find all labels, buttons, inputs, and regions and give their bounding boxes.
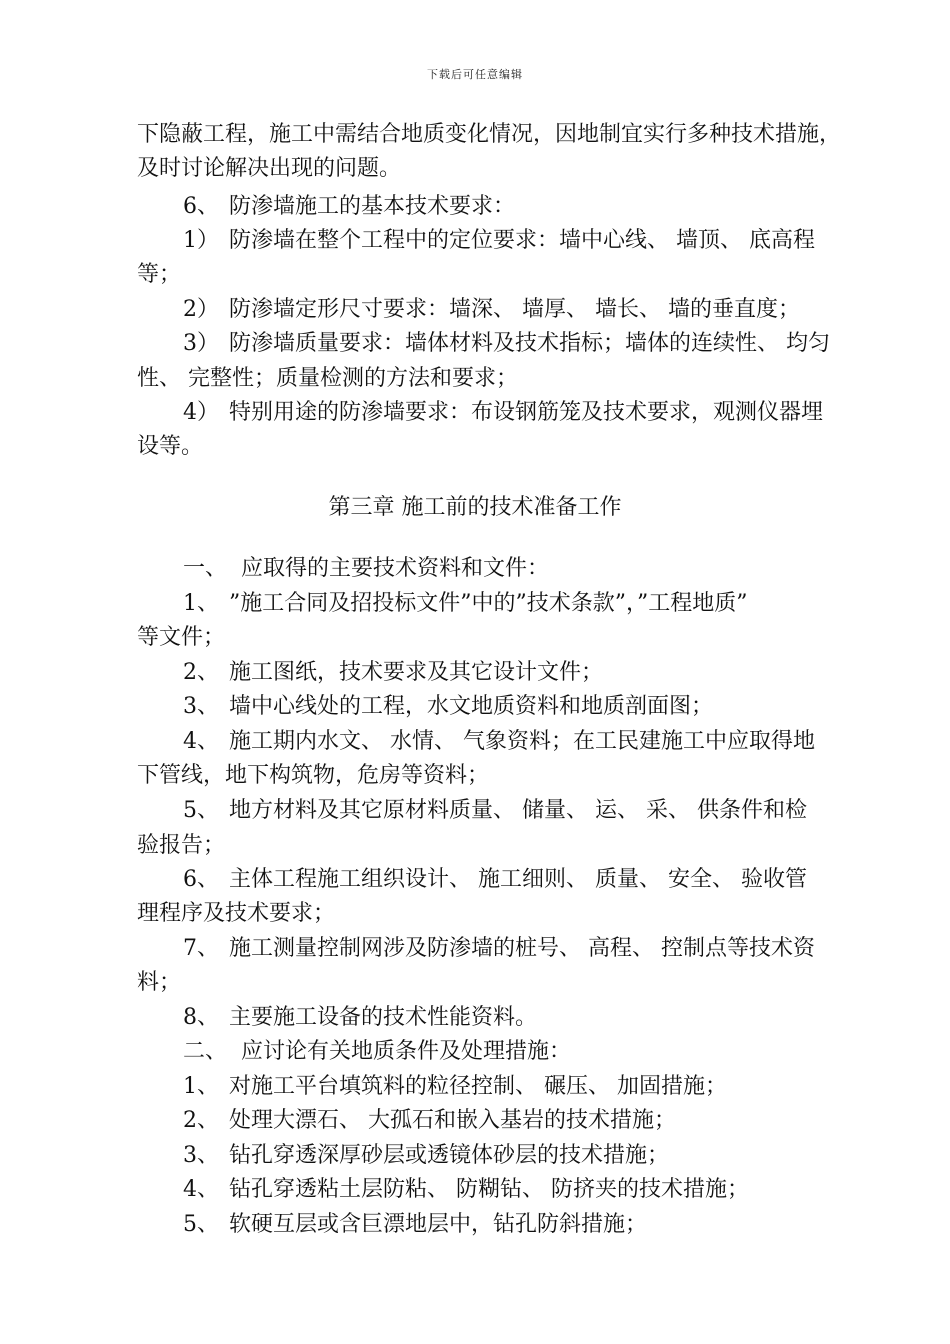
list-text: 主要施工设备的技术性能资料。 — [229, 1005, 538, 1030]
list-number: 2、 — [183, 660, 219, 685]
paragraph-line: 性、 完整性；质量检测的方法和要求； — [137, 366, 518, 391]
list-number: 1、 — [183, 591, 219, 616]
list-text: 地方材料及其它原材料质量、 储量、 运、 采、 供条件和检 — [229, 798, 807, 823]
list-item — [183, 1142, 669, 1170]
list-number: 4、 — [183, 1177, 219, 1202]
list-item — [183, 555, 549, 583]
list-number: 8、 — [183, 1005, 219, 1030]
list-text: 应讨论有关地质条件及处理措施： — [241, 1039, 572, 1064]
list-item — [183, 399, 823, 427]
paragraph-line: 下隐蔽工程，施工中需结合地质变化情况，因地制宜实行多种技术措施， — [137, 122, 842, 147]
list-text: 施工期内水文、 水情、 气象资料；在工民建施工中应取得地 — [229, 729, 815, 754]
list-text: 防渗墙施工的基本技术要求： — [229, 194, 516, 219]
list-text: 施工测量控制网涉及防渗墙的桩号、 高程、 控制点等技术资 — [229, 936, 815, 961]
list-item — [183, 590, 747, 618]
list-item — [183, 1176, 749, 1204]
list-text: 防渗墙定形尺寸要求：墙深、 墙厚、 墙长、 墙的垂直度； — [229, 297, 800, 322]
list-item — [183, 659, 603, 687]
paragraph-line: 下管线，地下构筑物，危房等资料； — [137, 763, 490, 788]
paragraph-line: 等文件； — [137, 625, 226, 650]
paragraph-line: 及时讨论解决出现的问题。 — [137, 156, 402, 181]
paragraph-line: 料； — [137, 970, 182, 995]
list-item — [183, 227, 815, 255]
list-number: 2、 — [183, 1108, 219, 1133]
list-text: ”施工合同及招投标文件”中的”技术条款”，”工程地质” — [229, 591, 748, 616]
list-text: 防渗墙质量要求：墙体材料及技术指标；墙体的连续性、 均匀 — [229, 331, 830, 356]
list-text: 钻孔穿透粘土层防粘、 防糊钻、 防挤夹的技术措施； — [229, 1177, 749, 1202]
list-text: 处理大漂石、 大孤石和嵌入基岩的技术措施； — [229, 1108, 676, 1133]
list-item — [183, 1107, 676, 1135]
list-item — [183, 1038, 571, 1066]
list-item — [183, 728, 815, 756]
chapter-title: 第三章 施工前的技术准备工作 — [328, 495, 622, 520]
list-text: 特别用途的防渗墙要求：布设钢筋笼及技术要求，观测仪器埋 — [229, 400, 824, 425]
list-item — [183, 866, 807, 894]
list-number: 3、 — [183, 1143, 219, 1168]
paragraph-line: 理程序及技术要求； — [137, 901, 336, 926]
list-number: 7、 — [183, 936, 219, 961]
list-item — [183, 693, 713, 721]
list-number: 4） — [183, 400, 219, 425]
list-text: 防渗墙在整个工程中的定位要求：墙中心线、 墙顶、 底高程 — [229, 228, 815, 253]
list-text: 主体工程施工组织设计、 施工细则、 质量、 安全、 验收管 — [229, 867, 807, 892]
paragraph-line: 等； — [137, 262, 182, 287]
list-number: 一、 — [183, 556, 228, 581]
list-item — [183, 330, 830, 358]
list-number: 4、 — [183, 729, 219, 754]
list-item — [183, 296, 800, 324]
list-number: 5、 — [183, 1212, 219, 1237]
page-header: 下载后可任意编辑 — [427, 68, 523, 81]
list-number: 6、 — [183, 867, 219, 892]
list-text: 对施工平台填筑料的粒径控制、 碾压、 加固措施； — [229, 1074, 727, 1099]
list-number: 3、 — [183, 694, 219, 719]
list-text: 墙中心线处的工程，水文地质资料和地质剖面图； — [229, 694, 714, 719]
list-number: 6、 — [183, 194, 219, 219]
list-item — [183, 935, 815, 963]
list-text: 钻孔穿透深厚砂层或透镜体砂层的技术措施； — [229, 1143, 670, 1168]
list-item — [183, 1073, 727, 1101]
list-text: 应取得的主要技术资料和文件： — [241, 556, 550, 581]
list-item — [183, 193, 515, 221]
list-number: 3） — [183, 331, 219, 356]
list-item — [183, 1004, 537, 1032]
list-text: 软硬互层或含巨漂地层中，钻孔防斜措施； — [229, 1212, 648, 1237]
list-item — [183, 1211, 647, 1239]
list-number: 1、 — [183, 1074, 219, 1099]
paragraph-line: 验报告； — [137, 833, 226, 858]
list-number: 二、 — [183, 1039, 228, 1064]
list-item — [183, 797, 807, 825]
paragraph-line: 设等。 — [137, 434, 204, 459]
list-number: 1） — [183, 228, 219, 253]
list-number: 2） — [183, 297, 219, 322]
list-number: 5、 — [183, 798, 219, 823]
list-text: 施工图纸，技术要求及其它设计文件； — [229, 660, 604, 685]
